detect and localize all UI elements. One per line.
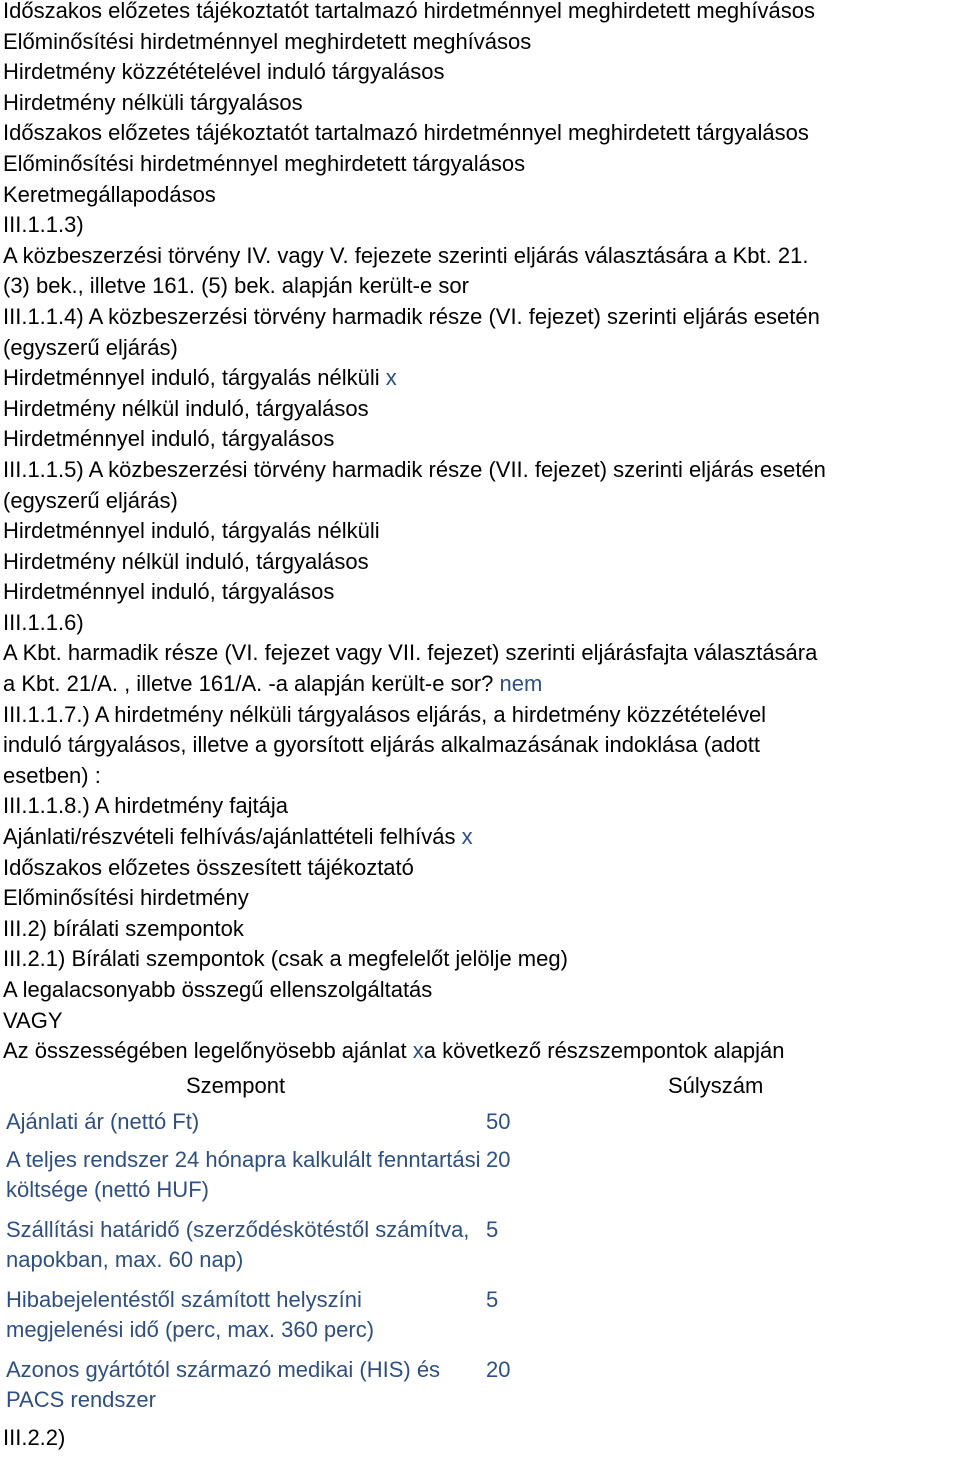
criterion-column-header: Szempont bbox=[186, 1072, 286, 1098]
procedure-option bbox=[3, 363, 960, 394]
procedure-option: Időszakos előzetes tájékoztatót tartalmazó hirdetménnyel meghirdetett meghívásos bbox=[3, 0, 815, 23]
procedure-option: Hirdetmény nélkül induló, tárgyalásos bbox=[3, 548, 369, 574]
criteria-table bbox=[3, 1107, 960, 1425]
criterion-name: Azonos gyártótól származó medikai (HIS) és PACS rendszer bbox=[6, 1356, 441, 1413]
section-heading: III.2.2) bbox=[3, 1425, 66, 1450]
section-heading: III.1.1.5) A közbeszerzési törvény harmadik része (VII. fejezet) szerinti eljárás esetén bbox=[3, 456, 826, 482]
criterion-name: Szállítási határidő (szerződéskötéstől számítva, napokban, max. 60 nap) bbox=[6, 1216, 470, 1273]
notice-type-option: Előminősítési hirdetmény bbox=[3, 885, 249, 911]
answer-value: nem bbox=[499, 671, 543, 697]
section-heading: III.2) bírálati szempontok bbox=[3, 915, 244, 941]
section-heading: III.1.1.8.) A hirdetmény fajtája bbox=[3, 793, 288, 819]
section-heading: III.1.1.3) bbox=[3, 212, 84, 238]
notice-type-option: Időszakos előzetes összesített tájékoztató bbox=[3, 854, 414, 880]
criterion-name: Hibabejelentéstől számított helyszíni megjelenési idő (perc, max. 360 perc) bbox=[6, 1286, 375, 1343]
question-text: (egyszerű eljárás) bbox=[3, 487, 178, 513]
procedure-option: Előminősítési hirdetménnyel meghirdetett meghívásos bbox=[3, 28, 532, 54]
criteria-separator: VAGY bbox=[3, 1007, 63, 1033]
criterion-weight: 5 bbox=[486, 1216, 499, 1242]
section-heading: III.1.1.4) A közbeszerzési törvény harmadik része (VI. fejezet) szerinti eljárás esetén bbox=[3, 303, 820, 329]
procedure-option: Előminősítési hirdetménnyel meghirdetett tárgyalásos bbox=[3, 150, 526, 176]
selected-mark: x bbox=[412, 1038, 424, 1064]
question-text: A Kbt. harmadik része (VI. fejezet vagy VII. fejezet) szerinti eljárásfajta választására bbox=[3, 640, 818, 666]
question-text: (3) bek., illetve 161. (5) bek. alapján került-e sor bbox=[3, 273, 469, 299]
weight-column-header: Súlyszám bbox=[668, 1072, 764, 1098]
criterion-weight: 5 bbox=[486, 1286, 499, 1312]
question-text bbox=[3, 669, 960, 700]
option-label-suffix: a következő részszempontok alapján bbox=[423, 1038, 785, 1064]
section-heading: III.1.1.7.) A hirdetmény nélküli tárgyalásos eljárás, a hirdetmény közzétételével bbox=[3, 701, 767, 727]
criteria-table-header bbox=[3, 1067, 960, 1107]
procedure-option: Hirdetmény nélküli tárgyalásos bbox=[3, 89, 303, 115]
option-label: Ajánlati/részvételi felhívás/ajánlattételi felhívás bbox=[3, 824, 462, 850]
table-row bbox=[3, 1145, 960, 1215]
criterion-weight: 50 bbox=[486, 1108, 511, 1134]
question-label: a Kbt. 21/A. , illetve 161/A. -a alapján került-e sor? bbox=[3, 671, 500, 697]
table-row bbox=[3, 1285, 960, 1355]
criteria-option bbox=[3, 1036, 960, 1067]
question-text: induló tárgyalásos, illetve a gyorsított eljárás alkalmazásának indoklása (adott bbox=[3, 732, 760, 758]
notice-type-option bbox=[3, 822, 960, 853]
table-row bbox=[3, 1215, 960, 1285]
procedure-option: Keretmegállapodásos bbox=[3, 181, 216, 207]
selected-mark: x bbox=[461, 824, 473, 850]
section-heading: III.2.1) Bírálati szempontok (csak a megfelelőt jelölje meg) bbox=[3, 946, 568, 972]
criterion-weight: 20 bbox=[486, 1356, 511, 1382]
table-row bbox=[3, 1355, 960, 1425]
table-row bbox=[3, 1107, 960, 1145]
criterion-name: A teljes rendszer 24 hónapra kalkulált fenntartási költsége (nettó HUF) bbox=[6, 1146, 481, 1203]
procedure-option: Hirdetménnyel induló, tárgyalásos bbox=[3, 579, 335, 605]
procedure-option: Hirdetmény közzétételével induló tárgyalásos bbox=[3, 59, 445, 85]
selected-mark: x bbox=[385, 365, 397, 391]
criteria-option: A legalacsonyabb összegű ellenszolgáltatás bbox=[3, 977, 433, 1002]
question-text: (egyszerű eljárás) bbox=[3, 334, 178, 360]
criterion-weight: 20 bbox=[486, 1146, 511, 1172]
procedure-option: Hirdetménnyel induló, tárgyalásos bbox=[3, 426, 335, 452]
option-label: Hirdetménnyel induló, tárgyalás nélküli bbox=[3, 365, 386, 391]
question-text: esetben) : bbox=[3, 762, 101, 788]
section-heading: III.1.1.6) bbox=[3, 609, 84, 635]
option-label: Az összességében legelőnyösebb ajánlat bbox=[3, 1038, 413, 1064]
question-text: A közbeszerzési törvény IV. vagy V. fejezete szerinti eljárás választására a Kbt. 21. bbox=[3, 242, 809, 268]
procedure-option: Hirdetmény nélkül induló, tárgyalásos bbox=[3, 395, 369, 421]
procedure-option: Hirdetménnyel induló, tárgyalás nélküli bbox=[3, 518, 380, 544]
procedure-option: Időszakos előzetes tájékoztatót tartalmazó hirdetménnyel meghirdetett tárgyalásos bbox=[3, 120, 809, 146]
criterion-name: Ajánlati ár (nettó Ft) bbox=[6, 1108, 200, 1134]
